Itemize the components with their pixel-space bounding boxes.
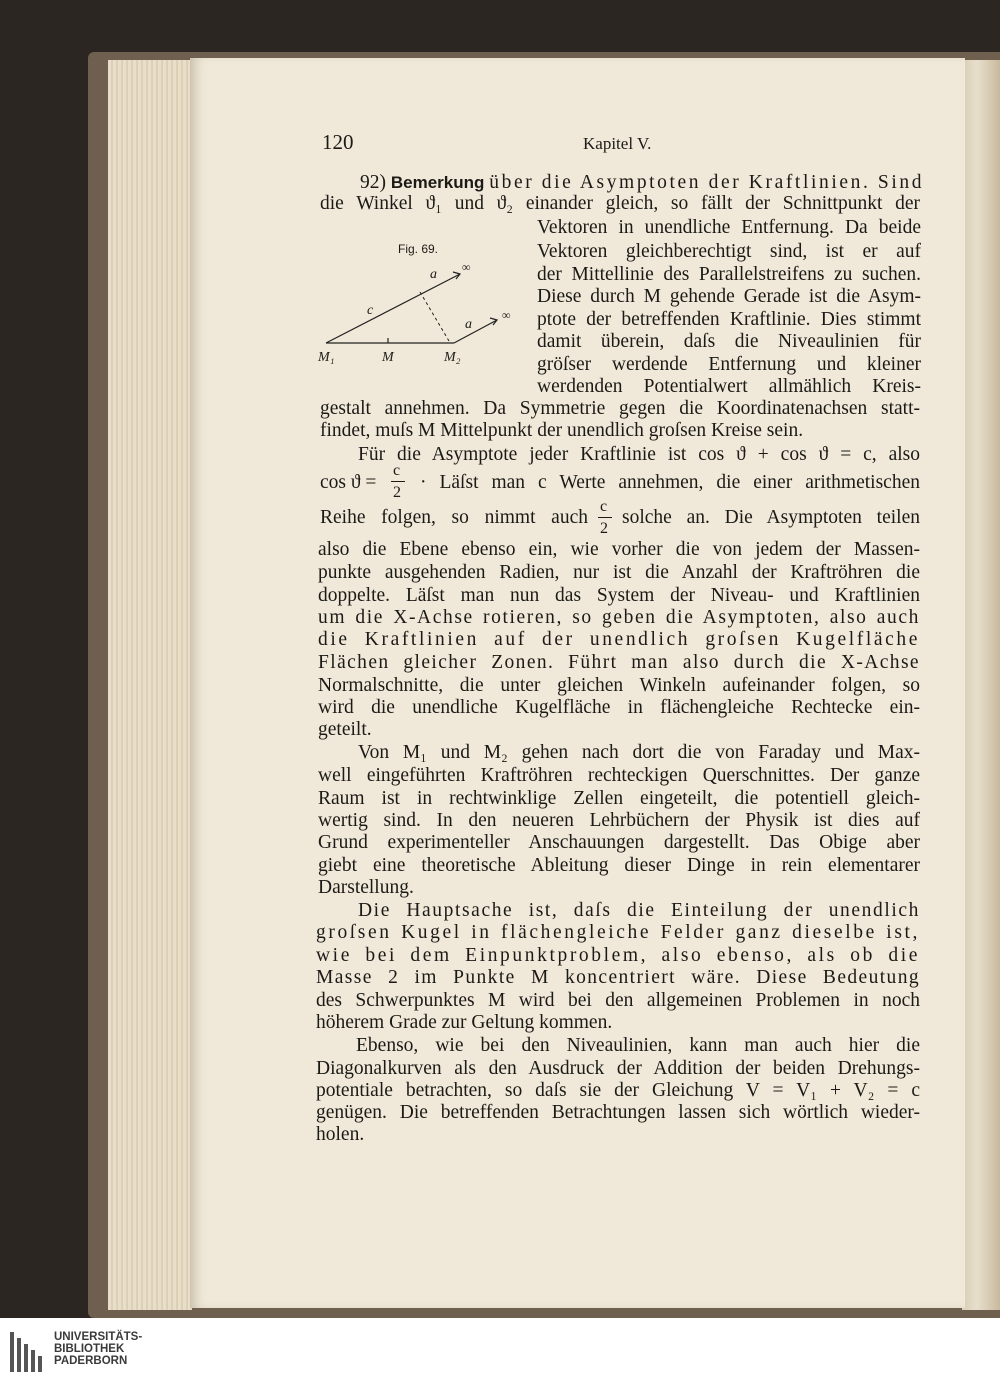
label-a-mid: a — [465, 317, 472, 332]
label-infinity-top: ∞ — [462, 260, 471, 274]
text-line-33: groſsen Kugel in flächengleiche Felder ganz dieselbe ist, — [316, 922, 920, 943]
library-logo-icon — [10, 1332, 50, 1372]
text-line-16: also die Ebene ebenso ein, wie vorher die von jedem der Massen- — [318, 539, 920, 560]
text-line-15-end: solche an. Die Asymptoten teilen — [622, 507, 920, 528]
text-line-7: ptote der betreffenden Kraftlinie. Dies stimmt — [537, 309, 921, 330]
text-line-6: Diese durch M gehende Gerade ist die Asym- — [537, 286, 921, 307]
text-line-17: punkte ausgehenden Radien, nur ist die Anzahl der Kraftröhren die — [318, 562, 920, 583]
label-c: c — [367, 303, 374, 318]
text-line-2: die Winkel ϑ₁ und ϑ₂ einander gleich, so fällt der Schnittpunkt der — [320, 193, 920, 214]
text-line-22: Normalschnitte, die unter gleichen Winkeln aufeinander folgen, so — [318, 675, 920, 696]
text-line-9: gröſser werdende Entfernung und kleiner — [537, 354, 921, 375]
text-line-18: doppelte. Läſst man nun das System der Niveau- und Kraftlinien — [318, 585, 920, 606]
fraction-c-denominator: 2 — [393, 484, 401, 501]
text-line-10: werdenden Potentialwert allmählich Kreis- — [537, 376, 921, 397]
label-infinity-mid: ∞ — [502, 308, 511, 322]
text-line-5: der Mittellinie des Parallelstreifens zu suchen. — [537, 264, 921, 285]
text-line-21: Flächen gleicher Zonen. Führt man also durch die X-Achse — [318, 652, 920, 673]
label-a-top: a — [430, 267, 437, 282]
text-line-39: Diagonalkurven als den Ausdruck der Addition der beiden Drehungs- — [316, 1058, 920, 1079]
text-line-23: wird die unendliche Kugelfläche in flächengleiche Rechtecke ein- — [318, 697, 920, 718]
fraction-c2-denominator: 2 — [600, 520, 608, 537]
vector-line-upper — [326, 274, 460, 343]
fraction-c-numerator: c — [393, 462, 401, 479]
library-name-line-1: UNIVERSITÄTS- — [54, 1331, 143, 1343]
text-line-28: wertig sind. In den neueren Lehrbüchern der Physik ist dies auf — [318, 810, 920, 831]
text-line-1 — [360, 172, 925, 194]
text-line-20: die Kraftlinien auf der unendlich groſsen Kugelfläche — [318, 629, 920, 650]
page-stack-edge — [108, 60, 192, 1310]
text-line-34: wie bei dem Einpunktproblem, also ebenso, als ob die — [316, 945, 920, 966]
chapter-title: Kapitel V. — [583, 134, 652, 153]
text-line-3: Vektoren in unendliche Entfernung. Da beide — [537, 217, 921, 238]
text-line-14-start: cos ϑ = — [320, 472, 377, 493]
text-line-26: well eingeführten Kraftröhren rechteckigen Querschnittes. Der ganze — [318, 765, 920, 786]
text-line-13: Für die Asymptote jeder Kraftlinie ist cos ϑ + cos ϑ = c, also — [358, 444, 920, 465]
figure-caption: Fig. 69. — [398, 242, 439, 256]
label-m1: M₁ — [318, 350, 335, 365]
text-line-8: damit überein, daſs die Niveaulinien für — [537, 331, 921, 352]
perpendicular-dashed — [420, 292, 449, 341]
text-line-4: Vektoren gleichberechtigt sind, ist er auf — [537, 241, 921, 262]
text-line-15-start: Reihe folgen, so nimmt auch — [320, 507, 588, 528]
text-line-40: potentiale betrachten, so daſs sie der Gleichung V = V₁ + V₂ = c — [316, 1080, 920, 1101]
section-heading-rest: über die Asymptoten der Kraftlinien. Sind — [489, 172, 925, 193]
fraction-c2-numerator: c — [600, 498, 608, 515]
label-m: M — [382, 350, 394, 365]
text-line-19: um die X-Achse rotieren, so geben die Asymptoten, also auch — [318, 607, 920, 628]
text-line-25: Von M₁ und M₂ gehen nach dort die von Faraday und Max- — [358, 742, 920, 763]
section-number: 92) — [360, 172, 386, 193]
text-line-41: genügen. Die betreffenden Betrachtungen lassen sich wörtlich wieder- — [316, 1102, 920, 1123]
section-heading: Bemerkung — [390, 173, 485, 192]
text-line-42: holen. — [316, 1124, 365, 1145]
text-line-31: Darstellung. — [318, 877, 414, 898]
force-line-diagram — [312, 250, 512, 370]
text-line-14-end: · Läſst man c Werte annehmen, die einer arithmetischen — [420, 472, 920, 493]
text-line-12: findet, muſs M Mittelpunkt der unendlich groſsen Kreise sein. — [320, 420, 804, 441]
text-line-30: giebt eine theoretische Ableitung dieser Dinge in rein elementarer — [318, 855, 920, 876]
figure-69 — [312, 242, 512, 374]
text-line-37: höherem Grade zur Geltung kommen. — [316, 1012, 613, 1033]
text-line-32: Die Hauptsache ist, daſs die Einteilung der unendlich — [358, 900, 920, 921]
gutter-edge — [962, 60, 1000, 1310]
library-name-line-2: BIBLIOTHEK — [54, 1343, 125, 1355]
library-footer — [0, 1318, 1000, 1383]
text-line-36: des Schwerpunktes M wird bei den allgemeinen Problemen in noch — [316, 990, 920, 1011]
text-line-35: Masse 2 im Punkte M koncentriert wäre. Diese Bedeutung — [316, 967, 920, 988]
text-line-29: Grund experimenteller Anschauungen dargestellt. Das Obige aber — [318, 832, 920, 853]
library-name — [54, 1331, 142, 1367]
text-line-27: Raum ist in rechtwinklige Zellen eingeteilt, die potentiell gleich- — [318, 788, 920, 809]
page-number: 120 — [322, 130, 354, 154]
text-line-38: Ebenso, wie bei den Niveaulinien, kann man auch hier die — [356, 1035, 920, 1056]
library-name-line-3: PADERBORN — [54, 1355, 128, 1367]
vector-line-lower — [454, 320, 497, 343]
text-line-11: gestalt annehmen. Da Symmetrie gegen die Koordinatenachsen statt- — [320, 398, 920, 419]
label-m2: M₂ — [444, 350, 461, 365]
text-line-24: geteilt. — [318, 719, 372, 740]
